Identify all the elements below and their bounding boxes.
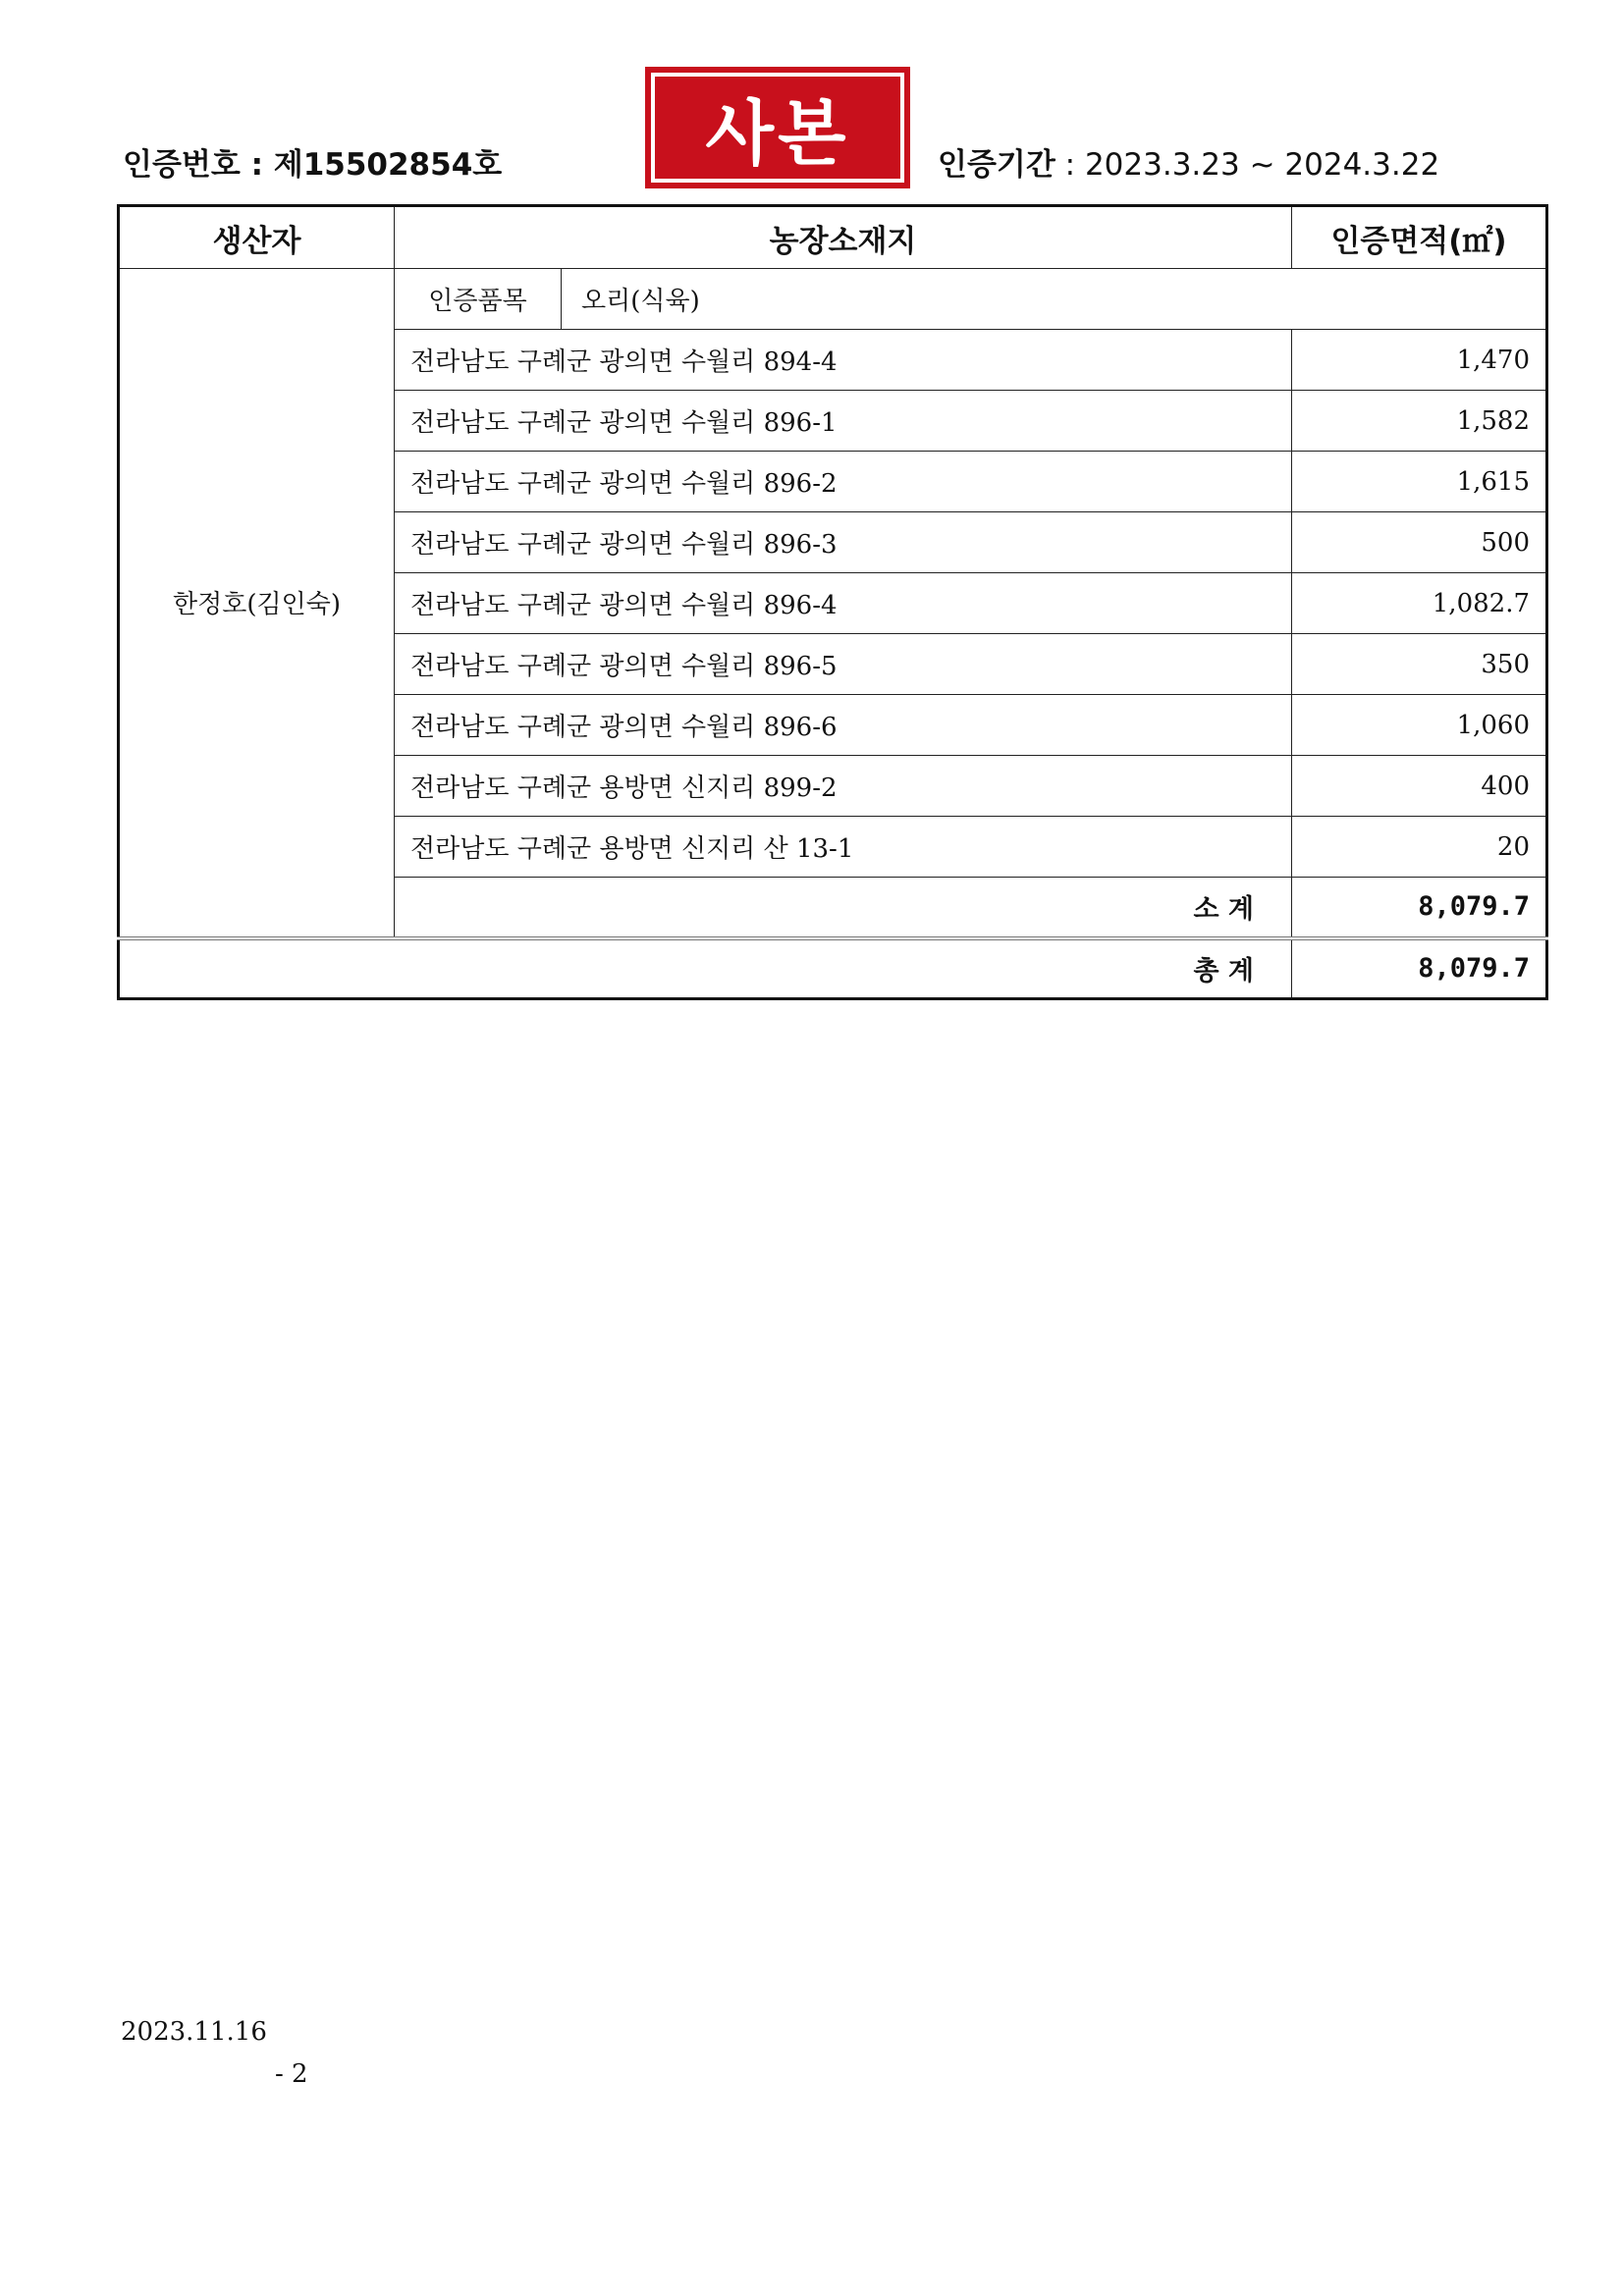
header-area: 인증면적(㎡) — [1292, 206, 1547, 269]
producer-name: 한정호(김인숙) — [119, 269, 395, 938]
farm-address: 전라남도 구례군 광의면 수월리 896-6 — [395, 695, 1292, 756]
copy-stamp — [645, 67, 910, 188]
footer-date: 2023.11.16 — [121, 2017, 267, 2047]
header-producer: 생산자 — [119, 206, 395, 269]
farm-address: 전라남도 구례군 광의면 수월리 896-4 — [395, 573, 1292, 634]
farm-area: 350 — [1292, 634, 1547, 695]
copy-stamp-text: 사본 — [651, 73, 904, 183]
product-value: 오리(식육) — [562, 269, 1547, 330]
farm-address: 전라남도 구례군 광의면 수월리 896-5 — [395, 634, 1292, 695]
farm-area: 400 — [1292, 756, 1547, 817]
cert-period — [938, 139, 1439, 184]
table-header-row — [119, 206, 1547, 269]
cert-period-label: 인증기간 — [938, 147, 1055, 183]
header-location: 농장소재지 — [395, 206, 1292, 269]
farm-area: 1,060 — [1292, 695, 1547, 756]
total-value: 8,079.7 — [1292, 938, 1547, 999]
cert-period-value: : 2023.3.23 ~ 2024.3.22 — [1064, 147, 1440, 183]
farm-address: 전라남도 구례군 광의면 수월리 894-4 — [395, 330, 1292, 391]
farm-address: 전라남도 구례군 광의면 수월리 896-1 — [395, 391, 1292, 452]
farm-area: 1,582 — [1292, 391, 1547, 452]
total-row — [119, 938, 1547, 999]
subtotal-label: 소 계 — [395, 878, 1292, 938]
farm-area: 20 — [1292, 817, 1547, 878]
farm-area: 1,615 — [1292, 452, 1547, 512]
farm-area: 1,082.7 — [1292, 573, 1547, 634]
product-row — [119, 269, 1547, 330]
farm-area: 500 — [1292, 512, 1547, 573]
product-label: 인증품목 — [395, 269, 562, 330]
subtotal-value: 8,079.7 — [1292, 878, 1547, 938]
farm-address: 전라남도 구례군 용방면 신지리 산 13-1 — [395, 817, 1292, 878]
farm-address: 전라남도 구례군 광의면 수월리 896-2 — [395, 452, 1292, 512]
farm-area: 1,470 — [1292, 330, 1547, 391]
total-label: 총 계 — [119, 938, 1292, 999]
page-number: - 2 — [275, 2059, 308, 2089]
certification-table — [117, 204, 1545, 1000]
farm-address: 전라남도 구례군 광의면 수월리 896-3 — [395, 512, 1292, 573]
cert-number: 인증번호 : 제15502854호 — [123, 147, 503, 183]
farm-address: 전라남도 구례군 용방면 신지리 899-2 — [395, 756, 1292, 817]
